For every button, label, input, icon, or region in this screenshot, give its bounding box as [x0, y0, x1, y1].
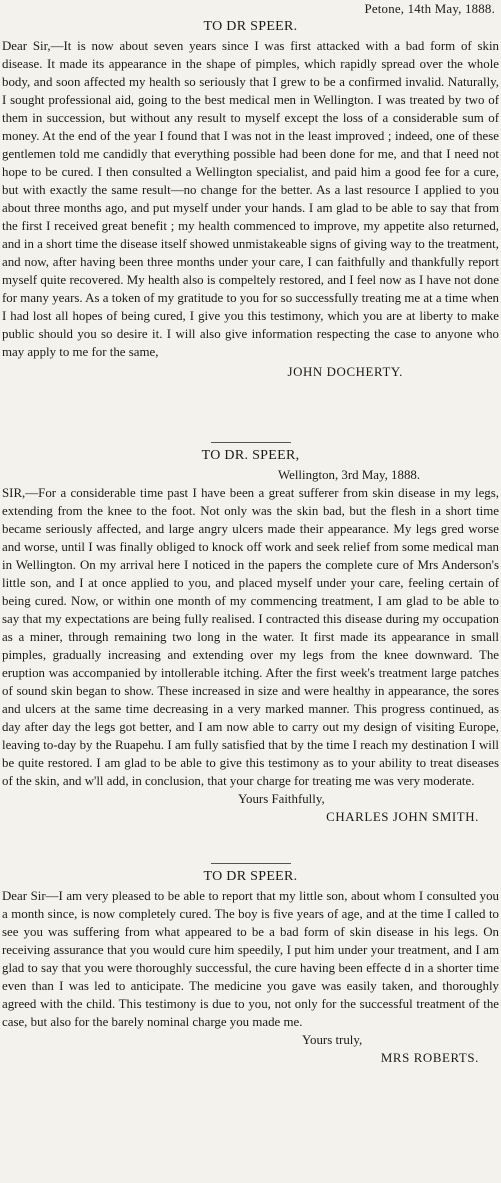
letter-heading: TO DR SPEER.	[203, 869, 298, 884]
letter-body: SIR,—For a considerable time past I have been a great sufferer from skin disease in my legs, extending from the knee to the foot. Not only was the skin bad, but the flesh in a short time became seriously affected, and large angry ulcers made their appearance. My legs gred worse and worse, until I was finally obliged to knock off work and seek relief from some medical man in Wellington. On my arrival here I noticed in the papers the complete cure of Mrs Anderson's little son, and I at once applied to you, and placed myself under your care, feeling certain of being cured. Now, or within one month of my commencing treatment, I am glad to be able to say that my expectations are being fully realised. I contracted this disease during my occupation as a miner, through remaining two long in the water. It first made its appearance in small pimples, gradually increasing and extending over my legs from the knee downward. The eruption was accompanied by intollerable itching. After the first week's treatment large patches of sound skin began to show. These increased in size and were healthy in appearance, the sores and ulcers at the same time decreasing in a very marked manner. This progress continued, as day after day the legs got better, and I am now able to carry out my design of visiting Europe, leaving to-day by the Ruapehu. I am fully satisfied that by the time I reach my destination I will be quite restored. I am glad to be able to give this testimony as to your ability to treat diseases of the skin, and w'll add, in conclusion, that your charge for treating me was very moderate.	[2, 486, 499, 788]
letter-body: Dear Sir,—It is now about seven years since I was first attacked with a bad form of skin disease. It made its appearance in the shape of pimples, which rapidly spread over the whole body, and soon affected my health so seriously that I grew to be a confirmed invalid. Naturally, I sought professional aid, going to the best medical men in Wellington. I was treated by two of them in succession, but without any result to myself except the loss of a considerable sum of money. At the end of the year I found that I was not in the least improved ; indeed, one of these gentlemen told me candidly that everything possible had been done for me, and that I need not hope to be cured. I then consulted a Wellington specialist, and paid him a good fee for a cure, but with exactly the same result—no change for the better. As a last resource I applied to you about three months ago, and put myself under your hands. I am glad to be able to say that from the first I received great benefit ; my health commenced to improve, my appetite also returned, and in a short time the disease itself showed unmistakeable signs of giving way to the treatment, and now, after having been three months under your care, I can faithfully and thankfully report myself quite recovered. My health also is compeltely restored, and I feel now as I have not done for many years. As a token of my gratitude to you for so successfully treating me at a time when I had lost all hopes of being cured, I give you this testimony, which you are at liberty to make public should you so desire it. I will also give information respecting the case to anyone who may apply to me for the same,	[2, 39, 499, 359]
testimonial-letter-docherty	[2, 0, 499, 436]
divider	[211, 442, 291, 443]
closing: Yours truly,	[302, 1033, 363, 1047]
letter-body: Dear Sir—I am very pleased to be able to report that my little son, about whom I consulted you a month since, is now completely cured. The boy is five years of age, and at the time I called to see you was suffering from what appeared to be a bad form of skin disease in his legs. On receiving assurance that you would cure him speedily, I put him under your treatment, and I am glad to say that you were thoroughly successful, the cure having been effecte d in a shorter time even than I was led to anticipate. The medicine you gave was easily taken, and thoroughly agreed with the child. This testimony is due to you, not only for the successful treatment of the case, but also for the barely nominal charge you made me.	[2, 889, 499, 1029]
closing: Yours Faithfully,	[238, 792, 325, 806]
testimonial-letter-smith	[2, 447, 499, 857]
dateline: Wellington, 3rd May, 1888.	[278, 468, 421, 482]
testimonial-letter-roberts	[2, 868, 499, 1067]
dateline: Petone, 14th May, 1888.	[364, 2, 495, 16]
signature: JOHN DOCHERTY.	[287, 365, 403, 379]
letter-heading: TO DR SPEER.	[203, 19, 298, 34]
signature: MRS ROBERTS.	[380, 1051, 479, 1065]
signature: CHARLES JOHN SMITH.	[326, 810, 479, 824]
divider	[211, 863, 291, 864]
letter-heading: TO DR. SPEER,	[201, 448, 300, 463]
